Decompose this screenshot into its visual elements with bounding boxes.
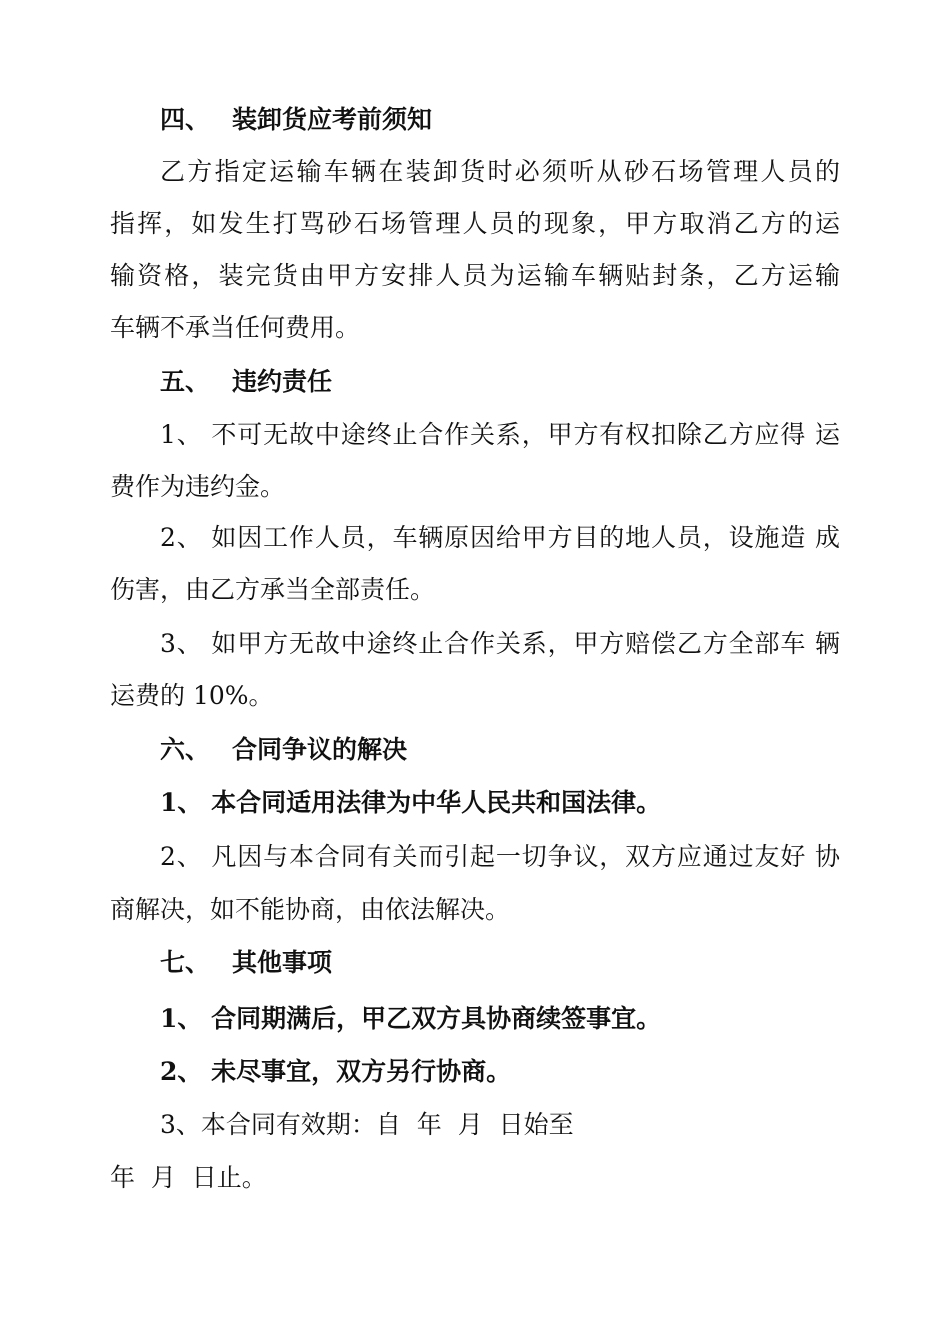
section-4-title: 装卸货应考前须知 bbox=[232, 105, 433, 134]
section-5-item-2-line-1: 2、 如因工作人员，车辆原因给甲方目的地人员，设施造 成 bbox=[160, 523, 840, 552]
section-6-number: 六、 bbox=[160, 735, 211, 764]
section-5-item-1-line-2: 费作为违约金。 bbox=[110, 472, 286, 501]
section-6-heading bbox=[160, 733, 840, 767]
section-4-para-line-4: 车辆不承当任何费用。 bbox=[110, 313, 361, 342]
section-6-title: 合同争议的解决 bbox=[232, 735, 408, 764]
section-5-item-3-line-2: 运费的 10%。 bbox=[110, 681, 274, 710]
section-5-title: 违约责任 bbox=[232, 367, 333, 396]
section-5-heading bbox=[160, 365, 840, 399]
section-6-item-2-line-2: 商解决，如不能协商，由依法解决。 bbox=[110, 895, 511, 924]
section-7-item-1: 1、 合同期满后，甲乙双方具协商续签事宜。 bbox=[160, 1004, 662, 1033]
section-5-item-2-line-2: 伤害，由乙方承当全部责任。 bbox=[110, 575, 436, 604]
section-7-heading bbox=[160, 946, 840, 980]
section-7-item-2: 2、 未尽事宜，双方另行协商。 bbox=[160, 1057, 512, 1086]
section-7-title: 其他事项 bbox=[232, 948, 333, 977]
section-5-number: 五、 bbox=[160, 367, 211, 396]
section-4-number: 四、 bbox=[160, 105, 211, 134]
section-6-item-1: 1、 本合同适用法律为中华人民共和国法律。 bbox=[160, 788, 662, 817]
section-7-item-3-line-2: 年 月 日止。 bbox=[110, 1163, 267, 1192]
section-5-item-1-line-1: 1、 不可无故中途终止合作关系，甲方有权扣除乙方应得 运 bbox=[160, 420, 840, 449]
section-4-heading bbox=[160, 103, 840, 137]
section-4-para-line-2: 指挥，如发生打骂砂石场管理人员的现象，甲方取消乙方的运 bbox=[110, 209, 840, 238]
section-6-item-2-line-1: 2、 凡因与本合同有关而引起一切争议，双方应通过友好 协 bbox=[160, 842, 840, 871]
section-4-para-line-3: 输资格，装完货由甲方安排人员为运输车辆贴封条，乙方运输 bbox=[110, 261, 840, 290]
section-7-number: 七、 bbox=[160, 948, 211, 977]
section-5-item-3-line-1: 3、 如甲方无故中途终止合作关系，甲方赔偿乙方全部车 辆 bbox=[160, 629, 840, 658]
section-4-para-line-1: 乙方指定运输车辆在装卸货时必须听从砂石场管理人员的 bbox=[160, 157, 840, 186]
section-7-item-3-line-1: 3、本合同有效期：自 年 月 日始至 bbox=[160, 1110, 574, 1139]
